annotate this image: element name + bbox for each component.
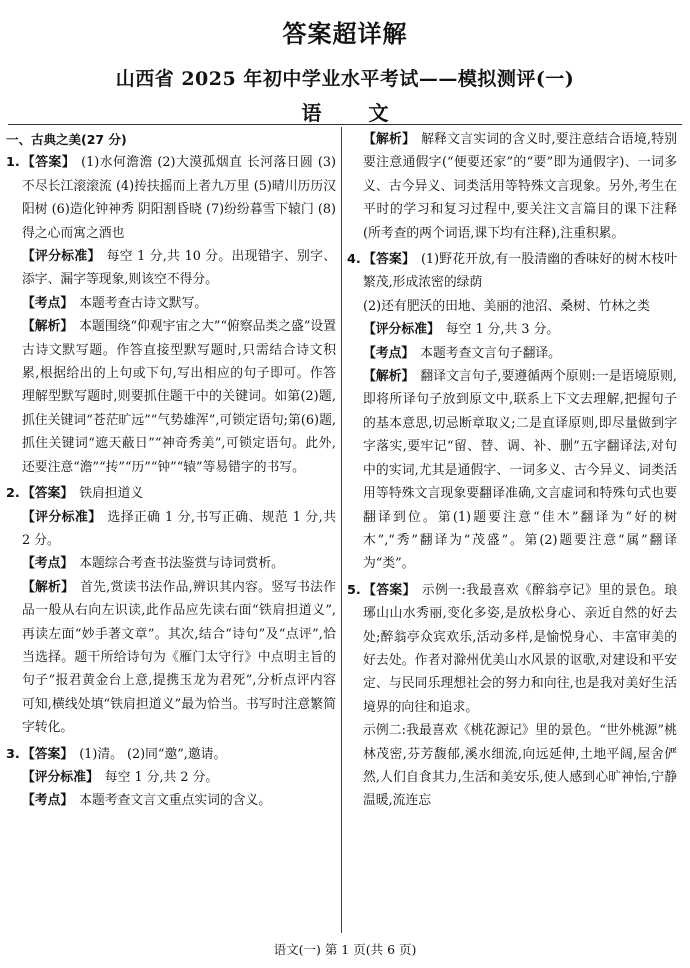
question-3-continued [347,128,677,245]
score-text: 每空 1 分,共 10 分。出现错字、别字、添字、漏字等现象,则该空不得分。 [22,249,336,288]
score-tag: 【评分标准】 [363,322,440,338]
answer-tag: 【答案】 [363,252,415,268]
question-number: 3. [6,746,20,762]
example-two-block [363,719,677,813]
example-one: 示例一:我最喜欢《醉翁亭记》里的景色。琅琊山山水秀丽,变化多姿,是放松身心、亲近自然的好去处;醉翁亭众宾欢乐,活动多样,是愉悦身心、丰富审美的好去处。作者对滁州优美山水风景的讴歌,对建设和平安定、与民同乐理想社会的努力和向往,也是我对美好生活境界的向往和追求。 [363,582,677,715]
answer-block [22,743,336,766]
analysis-block [363,128,677,245]
header-rule [8,124,682,125]
question-number: 1. [6,155,20,171]
answer-block [22,151,336,245]
left-column [6,128,336,928]
question-number: 4. [347,252,361,268]
subject-title: 语 文 [301,101,409,125]
section-title: 一、古典之美(27 分) [6,132,127,147]
analysis-tag: 【解析】 [363,132,416,147]
question-number: 5. [347,582,361,598]
score-block [22,766,336,789]
point-tag: 【考点】 [22,793,74,809]
analysis-text: 首先,赏读书法作品,辨识其内容。竖写书法作品一般从右向左识读,此作品应先读右面“铁肩担道义”,再读左面“妙手著文章”。其次,结合“诗句”及“点评”,恰当选择。题干所给诗句为《雁门太守行》中点明主旨的句子“报君黄金台上意,提携玉龙为君死”,分析点评内容可知,横线处填“铁肩担道义”最为恰当。书写时注意繁简字转化。 [22,579,336,736]
score-text: 每空 1 分,共 3 分。 [445,322,560,338]
example-two: 示例二:我最喜欢《桃花源记》里的景色。“世外桃源”桃林茂密,芬芳馥郁,溪水细流,向远延伸,土地平阔,屋舍俨然,人们自食其力,生活和美安乐,使人感到心旷神怡,宁静温暖,流连忘 [363,723,677,809]
point-block [22,292,336,315]
point-block [22,789,336,812]
answer-text: 铁肩担道义 [79,486,144,502]
score-text: 选择正确 1 分,书写正确、规范 1 分,共 2 分。 [22,509,336,548]
analysis-block [363,365,677,576]
right-column [347,128,677,928]
answer-block [363,579,677,719]
answer-tag: 【答案】 [22,486,74,502]
point-text: 本题考查文言句子翻译。 [420,345,561,361]
score-tag: 【评分标准】 [22,509,102,525]
analysis-text: 翻译文言句子,要遵循两个原则:一是语境原则,即将所译句子放到原文中,联系上下文去理解,把握句子的基本意思,切忌断章取义;二是直译原则,即尽量做到字字落实,要牢记“留、替、调、补、删”五字翻译法,对句中的实词,尤其是通假字、一词多义、古今异义、词类活用等特殊文言现象要翻译准确,文言虚词和特殊句式也要翻译到位。第(1)题要注意“佳木”翻译为“好的树木”,“秀”翻译为“茂盛”。第(2)题要注意“属”翻译为“类”。 [363,369,677,572]
score-block [22,245,336,292]
answer-text: (2)还有肥沃的田地、美丽的池沼、桑树、竹林之类 [363,298,650,314]
answer-block-2 [363,295,677,318]
answer-block [363,248,677,295]
point-block [22,552,336,575]
analysis-text: 解释文言实词的含义时,要注意结合语境,特别要注意通假字(“便要还家”的“要”即为通假字)、一词多义、古今异义、词类活用等特殊文言现象。另外,考生在平时的学习和复习过程中,要关注文言篇目的课下注释(所考查的两个词语,课下均有注释),注重积累。 [363,132,677,241]
answer-tag: 【答案】 [363,582,416,598]
score-block [363,318,677,341]
analysis-block [22,576,336,740]
answer-tag: 【答案】 [22,746,74,762]
page-heading: 答案超详解 [282,20,408,48]
point-tag: 【考点】 [22,295,74,311]
score-tag: 【评分标准】 [22,769,99,785]
exam-title: 山西省 2025 年初中学业水平考试——模拟测评(一) [115,68,575,90]
question-5 [347,579,677,813]
question-3 [6,743,336,813]
answer-text: (1)野花开放,有一股清幽的香味好的树木枝叶繁茂,形成浓密的绿荫 [363,252,677,291]
score-tag: 【评分标准】 [22,249,101,265]
answer-block [22,482,336,505]
analysis-block [22,315,336,479]
question-1 [6,151,336,479]
answer-text: (1)清。 (2)同“邀”,邀请。 [79,746,227,762]
analysis-tag: 【解析】 [22,579,75,595]
point-tag: 【考点】 [22,556,74,572]
analysis-text: 本题围绕“仰观宇宙之大”“俯察品类之盛”设置古诗文默写题。作答直接型默写题时,只需结合诗文积累,根据给出的上句或下句,写出相应的句子即可。作答理解型默写题时,则要抓住题干中的关键词。如第(2)题,抓住关键词“苍茫旷远”“气势雄浑”,可锁定语句;第(6)题,抓住关键词“遮天蔽日”“神奇秀美”,可锁定语句。此外,还要注意“澹”“抟”“历”“钟”“辕”等易错字的书写。 [22,319,336,475]
point-text: 本题综合考查书法鉴赏与诗词赏析。 [79,556,284,572]
answer-text: (1)水何澹澹 (2)大漠孤烟直 长河落日圆 (3)不尽长江滚滚流 (4)抟扶摇而上者九万里 (5)晴川历历汉阳树 (6)造化钟神秀 阴阳割昏晓 (7)纷纷暮雪下辕门 (8)得之心而寓之酒也 [22,155,336,241]
column-divider [341,127,342,933]
question-2 [6,482,336,739]
point-tag: 【考点】 [363,345,415,361]
point-text: 本题考查文言文重点实词的含义。 [79,793,272,809]
score-block [22,506,336,553]
answer-tag: 【答案】 [22,155,76,171]
page-footer: 语文(一) 第 1 页(共 6 页) [273,942,417,957]
analysis-tag: 【解析】 [363,369,415,385]
question-number: 2. [6,486,20,502]
score-text: 每空 1 分,共 2 分。 [104,769,219,785]
point-text: 本题考查古诗文默写。 [79,295,208,311]
point-block [363,342,677,365]
analysis-tag: 【解析】 [22,319,74,335]
question-4 [347,248,677,576]
